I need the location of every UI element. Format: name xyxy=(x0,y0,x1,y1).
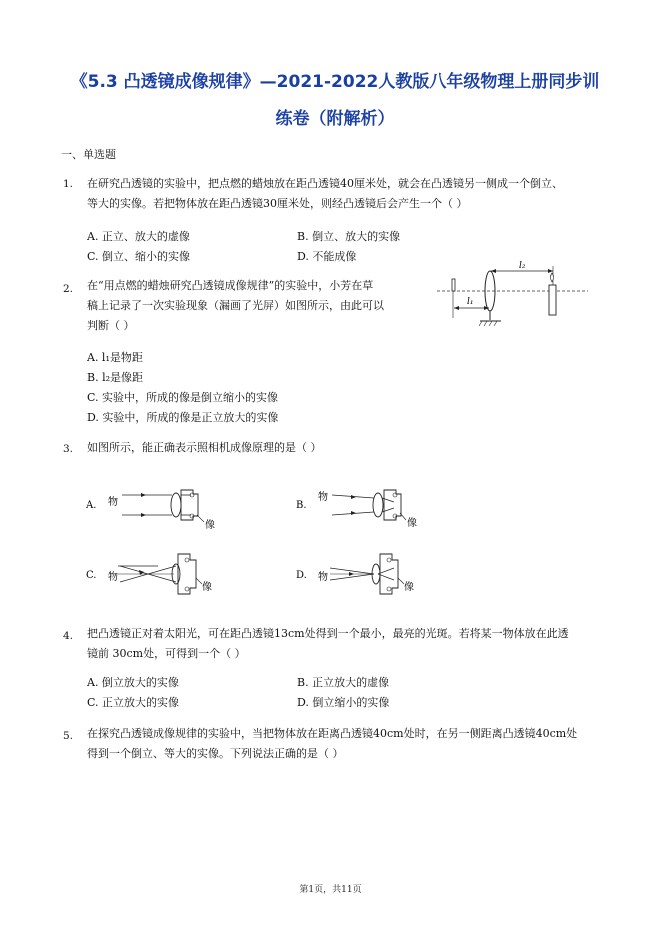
q1-line2: 等大的实像。若把物体放在距凸透镜30厘米处，则经凸透镜后会产生一个（ ） xyxy=(87,197,468,210)
q4-line2: 镜前 30cm处，可得到一个（ ） xyxy=(87,647,246,660)
q3-figure-b-object-label: 物 xyxy=(318,492,328,503)
q3-text: 如图所示，能正确表示照相机成像原理的是（ ） xyxy=(87,441,322,454)
q1-number: 1. xyxy=(63,178,74,190)
image-mark xyxy=(452,279,455,291)
q5-line2: 得到一个倒立、等大的实像。下列说法正确的是（ ） xyxy=(87,747,344,760)
q4-text xyxy=(87,624,569,664)
candle xyxy=(549,285,556,315)
q2-number: 2. xyxy=(63,283,74,295)
q3-figure-b xyxy=(294,478,444,534)
q3-figure-d-object-label: 物 xyxy=(318,572,328,583)
label-l2: l₂ xyxy=(519,261,526,271)
q3-figure-d-letter: D. xyxy=(296,570,307,581)
q2-line2: 稿上记录了一次实验现象（漏画了光屏）如图所示，由此可以 xyxy=(87,299,384,312)
q2-option-d: D. 实验中，所成的像是正立放大的实像 xyxy=(87,411,279,424)
q5-text xyxy=(87,724,577,764)
q3-figure-c xyxy=(84,544,234,606)
q3-figure-a-letter: A. xyxy=(86,500,97,511)
q3-number: 3. xyxy=(63,443,74,455)
q5-line1: 在探究凸透镜成像规律的实验中，当把物体放在距离凸透镜40cm处时，在另一侧距离凸透镜40cm处 xyxy=(87,727,578,740)
q3-figure-d xyxy=(294,544,444,606)
q1-option-a: A. 正立、放大的虚像 xyxy=(87,230,190,243)
q2-line1: 在“用点燃的蜡烛研究凸透镜成像规律”的实验中，小芳在草 xyxy=(87,279,374,292)
q3-figure-d-image-label: 像 xyxy=(404,582,414,593)
q4-option-a: A. 倒立放大的实像 xyxy=(87,676,179,689)
camera-body xyxy=(181,490,198,520)
q1-option-b: B. 倒立、放大的实像 xyxy=(297,230,401,243)
lens xyxy=(171,493,181,517)
q3-figure-c-object-label: 物 xyxy=(108,572,118,583)
q4-line1: 把凸透镜正对着太阳光，可在距凸透镜13cm处得到一个最小，最亮的光斑。若将某一物体放在此透 xyxy=(87,627,569,640)
q2-option-b: B. l₂是像距 xyxy=(87,371,144,384)
q1-text xyxy=(87,174,563,214)
q3-figure-b-image-label: 像 xyxy=(407,518,417,529)
q2-option-c: C. 实验中，所成的像是倒立缩小的实像 xyxy=(87,391,279,404)
q2-text xyxy=(87,276,384,336)
label-l1: l₁ xyxy=(467,297,474,307)
q4-option-c: C. 正立放大的实像 xyxy=(87,696,180,709)
q1-line1: 在研究凸透镜的实验中，把点燃的蜡烛放在距凸透镜40厘米处，就会在凸透镜另一侧成一个倒立、 xyxy=(87,177,563,190)
q3-figure-c-image-label: 像 xyxy=(202,582,212,593)
q2-line3: 判断（ ） xyxy=(87,319,135,332)
q4-option-d: D. 倒立缩小的实像 xyxy=(297,696,390,709)
q3-figure-a-object-label: 物 xyxy=(108,497,118,508)
doc-title-line1: 《5.3 凸透镜成像规律》—2021-2022人教版八年级物理上册同步训 xyxy=(70,72,600,92)
q4-option-b: B. 正立放大的虚像 xyxy=(297,676,390,689)
q1-option-d: D. 不能成像 xyxy=(297,250,357,263)
q3-figure-c-letter: C. xyxy=(86,570,97,581)
q1-option-c: C. 倒立、缩小的实像 xyxy=(87,250,191,263)
section-heading: 一、单选题 xyxy=(61,148,116,161)
q3-figure-a xyxy=(84,478,234,534)
q3-figure-b-letter: B. xyxy=(296,500,307,511)
q2-figure-lens-diagram xyxy=(435,258,590,330)
candle-flame xyxy=(551,273,554,282)
q2-option-a: A. l₁是物距 xyxy=(87,351,143,364)
q3-figure-a-image-label: 像 xyxy=(205,520,215,531)
page-footer: 第1页，共11页 xyxy=(299,885,362,895)
q5-number: 5. xyxy=(63,730,74,742)
q4-number: 4. xyxy=(63,630,74,642)
doc-title-line2: 练卷（附解析） xyxy=(275,109,395,129)
